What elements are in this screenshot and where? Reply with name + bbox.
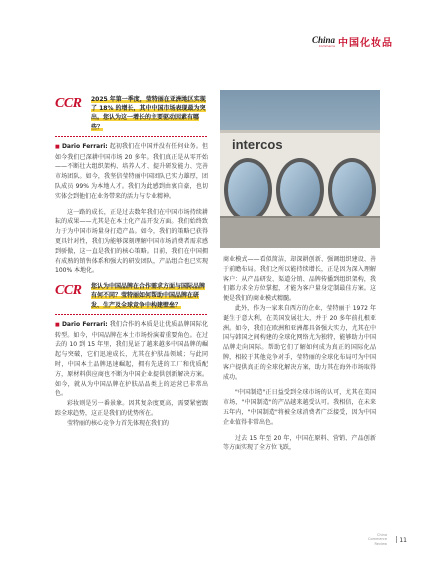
bullet-icon: ■ bbox=[55, 143, 60, 150]
footer-brand-line: Review bbox=[374, 541, 387, 546]
masthead-logo bbox=[312, 34, 393, 48]
left-column bbox=[55, 95, 208, 429]
footer-brand-line: China bbox=[377, 532, 387, 537]
answer-2-paragraph-1 bbox=[55, 320, 208, 399]
question-1-text: 2025 年第一季度，莹特丽在亚洲地区实现了 18% 的增长，其中中国市场表现最为突出。您认为这一增长的主要驱动因素有哪些？ bbox=[91, 96, 206, 131]
answer-2-paragraph-2: 彩妆则是另一番景象。因其复杂度更高，需要紧密跟踪全球趋势，这正是我们的优势所在。 bbox=[55, 400, 208, 417]
right-column bbox=[223, 255, 376, 453]
question-divider bbox=[55, 314, 208, 315]
bullet-icon: ■ bbox=[55, 321, 60, 328]
answer-1-paragraph-1 bbox=[55, 142, 208, 202]
right-paragraph-2: 此外，作为一家来自西方的企业，莹特丽于 1972 年诞生于意大利，在美国发展壮大，并于 20 多年前扎根亚洲。如今，我们在欧洲和亚洲都具备强大实力，尤其在中国与韩国之间构建的全球化网络尤为独特，能够助力中国品牌走向国际。帮助它们了解如何成为真正的国际化品牌，相较于其他竞争对手，莹特丽的全球化布局可为中国客户提供真正的全球化解决方案，助力其在海外市场取得成功。 bbox=[223, 304, 376, 381]
right-paragraph-4: 过去 15 年至 20 年，中国在原料、营销、产品创新等方面实现了全方位飞跃， bbox=[223, 434, 376, 452]
question-1 bbox=[91, 95, 208, 132]
question-block-2 bbox=[55, 282, 208, 310]
speaker-name: Dario Ferrari: bbox=[61, 142, 108, 150]
building-sign: intercos bbox=[232, 137, 283, 152]
answer-1-paragraph-2: 这一路的成长，正是过去数年我们在中国市场持续耕耘的成果——尤其是在本土化产品开发方面。我们始终致力于为中国市场量身打造产品。如今，我们的策略已获得更具针对性，我们为能够深刻理解中国市场消费者需求感到骄傲，这一直是我们的核心策略。目前，我们在中国拥有成熟的销售体系和强大的研发团队，产品组合也已实现 100% 本地化。 bbox=[55, 208, 208, 275]
question-divider bbox=[55, 136, 208, 137]
building-illustration bbox=[220, 90, 380, 248]
right-paragraph-3: "中国制造"正日益受到全球市场的认可，尤其在美国市场，"中国制造"的产品越来越受认可。我相信，在未来五年内，"中国制造"将被全球消费者广泛接受，因为中国企业值得非常出色。 bbox=[223, 389, 376, 426]
paragraph-text: 起初我们在中国并没有任何业务。但如今我们已深耕中国市场 20 多年。我们真正是从零开始——不断壮大组织架构、培养人才、提升研发能力、完善市场团队。如今，我坚信莹特丽中国团队已实力雄厚，团队成员 99% 为本地人才。我们为此感到由衷自豪，也切实体会到他们在业务带来的活力与专业精神。 bbox=[55, 142, 208, 200]
footer-brand-line: Commerce bbox=[368, 537, 387, 541]
building-photo bbox=[220, 90, 380, 248]
footer-brand bbox=[368, 533, 387, 547]
footer-divider bbox=[396, 536, 397, 543]
question-2-text: 您认为中国品牌在合作需求方面与国际品牌有何不同？莹特丽如何帮助中国品牌在研发、生产及全球竞争中构建壁垒？ bbox=[91, 283, 206, 309]
right-paragraph-1: 商业模式——看似简洁，却深耕创新、强调组织建设、善于前瞻布局。我们之所以能持续增长，正是因为深入理解客户：从产品研发、渠道分销、品牌传播到组织架构，我们都力求全方位掌握，才能为客户量身定制最佳方案。这便是我们的商业模式精髓。 bbox=[223, 256, 376, 303]
ccr-label: CCR bbox=[55, 96, 82, 111]
logo-chinese: 中国化妆品 bbox=[338, 37, 393, 49]
speaker-name: Dario Ferrari: bbox=[61, 320, 108, 328]
question-block-1 bbox=[55, 95, 208, 132]
logo-sub: Commerce bbox=[318, 43, 335, 48]
answer-2-paragraph-3: 莹特丽的核心竞争力首先体现在我们的 bbox=[67, 419, 170, 427]
paragraph-text: 我们合作的本质是让优质品牌国际化转型。如今，中国品牌在本土市场扮演着重要角色。在过去的 10 到 15 年里，我们见证了越来越多中国品牌的崛起与突破，它们迅速成长，尤其在护肤品领域；与此同时，中国本土品牌迅速崛起，拥有先进的工厂和优质配方，原材料供应商也不断为中国企业提供创新解决方案。如今，就从为中国品牌在护肤品品类上的运营已非常出色。 bbox=[55, 320, 208, 398]
question-2 bbox=[91, 282, 208, 310]
ccr-label: CCR bbox=[55, 283, 82, 299]
page-number: 11 bbox=[399, 537, 407, 544]
logo-english: China bbox=[311, 34, 335, 45]
